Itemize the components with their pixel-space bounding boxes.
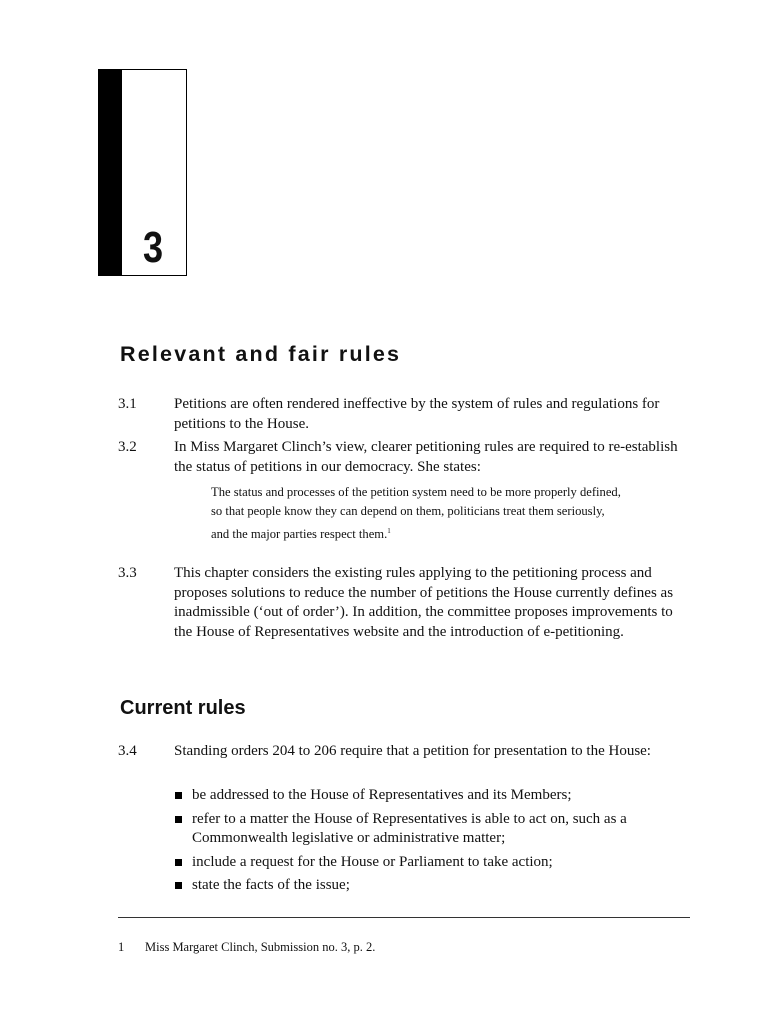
list-item: refer to a matter the House of Representatives is able to act on, such as a Commonwealth legislative or administrative matter; [174, 810, 694, 849]
chapter-marker-bar [99, 70, 122, 275]
square-bullet-icon [175, 882, 182, 889]
paragraph-number: 3.1 [118, 396, 137, 412]
quote-text: The status and processes of the petition system need to be more properly defined, so that people know they can depend on them, politicians treat them seriously, and the major parties respect them. [211, 485, 621, 541]
paragraph-number: 3.2 [118, 439, 137, 455]
square-bullet-icon [175, 792, 182, 799]
requirements-list [174, 786, 694, 900]
paragraph-text: This chapter considers the existing rules applying to the petitioning process and proposes solutions to reduce the number of petitions the House currently defines as inadmissible (‘out of order’). In addition, the committee proposes improvements to the House of Representatives website and the introduction of e-petitioning. [174, 565, 674, 640]
footnote-reference[interactable]: 1 [387, 526, 391, 535]
list-item: be addressed to the House of Representatives and its Members; [174, 786, 694, 806]
paragraph-3-2 [118, 438, 678, 477]
paragraph-number: 3.3 [118, 565, 137, 581]
paragraph-text: Petitions are often rendered ineffective by the system of rules and regulations for petitions to the House. [174, 396, 660, 432]
paragraph-number: 3.4 [118, 743, 137, 759]
paragraph-3-4 [118, 742, 678, 762]
list-item: state the facts of the issue; [174, 876, 694, 896]
list-item: include a request for the House or Parliament to take action; [174, 853, 694, 873]
footnote-divider [118, 917, 690, 918]
chapter-marker [98, 69, 187, 276]
section-heading: Current rules [120, 697, 246, 719]
chapter-title: Relevant and fair rules [120, 342, 402, 366]
chapter-number: 3 [143, 223, 164, 272]
paragraph-3-1 [118, 395, 678, 434]
paragraph-3-3 [118, 564, 678, 642]
paragraph-text: In Miss Margaret Clinch’s view, clearer petitioning rules are required to re-establish the status of petitions in our democracy. She states: [174, 439, 678, 475]
square-bullet-icon [175, 816, 182, 823]
footnote-text: Miss Margaret Clinch, Submission no. 3, p. 2. [145, 940, 376, 954]
square-bullet-icon [175, 859, 182, 866]
block-quote [211, 483, 621, 544]
footnote-number: 1 [118, 940, 125, 954]
paragraph-text: Standing orders 204 to 206 require that a petition for presentation to the House: [174, 743, 651, 759]
footnote [118, 939, 375, 955]
